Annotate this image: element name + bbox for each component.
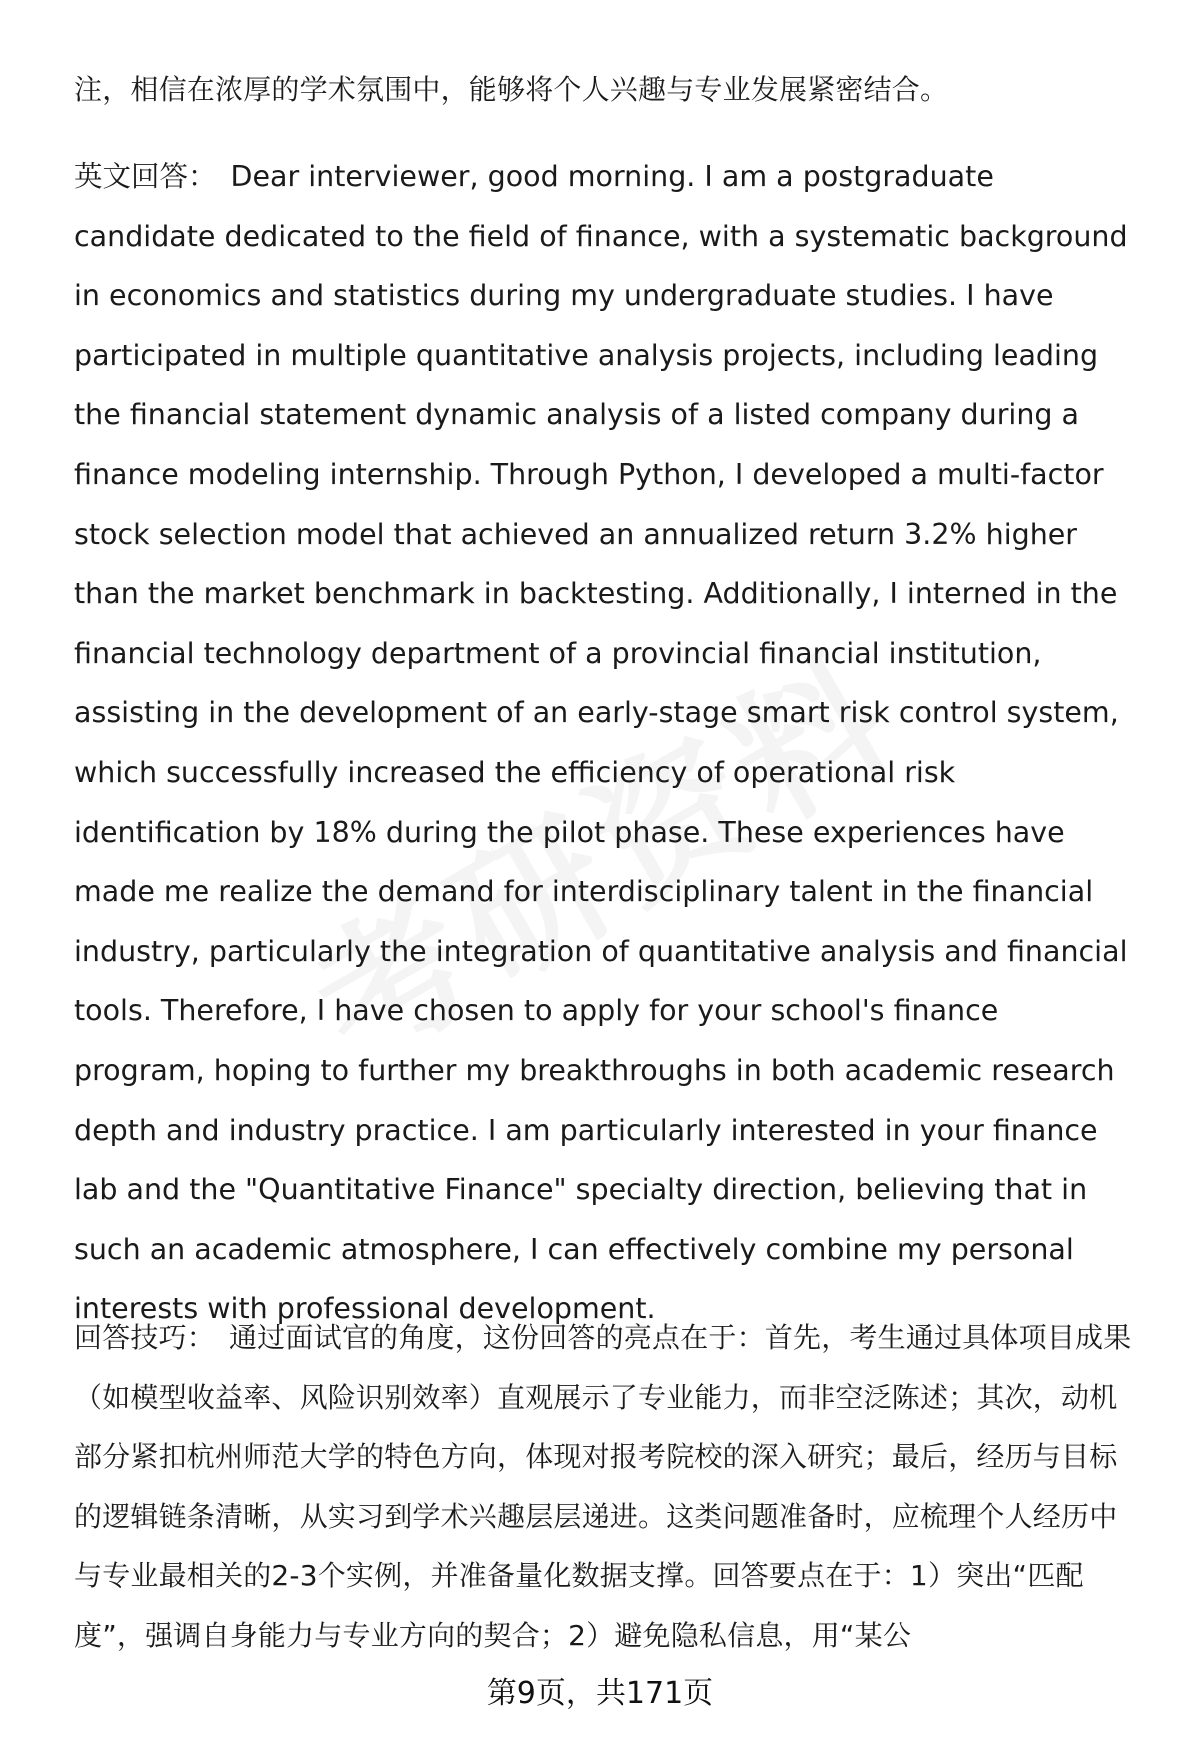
- english-answer-label: 英文回答：: [74, 160, 217, 193]
- paragraph-answer-tips: [74, 1308, 1134, 1665]
- answer-tips-text: 通过面试官的角度，这份回答的亮点在于：首先，考生通过具体项目成果（如模型收益率、风险识别效率）直观展示了专业能力，而非空泛陈述；其次，动机部分紧扣杭州师范大学的特色方向，体现对报考院校的深入研究；最后，经历与目标的逻辑链条清晰，从实习到学术兴趣层层递进。这类问题准备时，应梳理个人经历中与专业最相关的2-3个实例，并准备量化数据支撑。回答要点在于：1）突出“匹配度”，强调自身能力与专业方向的契合；2）避免隐私信息，用“某公: [74, 1321, 1132, 1652]
- page-number-footer: 第9页，共171页: [486, 1676, 714, 1711]
- paragraph-chinese-tail: [74, 60, 1134, 120]
- answer-tips-label: 回答技巧：: [74, 1321, 216, 1354]
- english-answer-text: Dear interviewer, good morning. I am a postgraduate candidate dedicated to the field of finance, with a systematic background in economics and statistics during my undergraduate studies. I have participated in multiple quantitative analysis projects, including leading the financial statement dynamic analysis of a listed company during a finance modeling internship. Through Python, I developed a multi-factor stock selection model that achieved an annualized return 3.2% higher than the market benchmark in backtesting. Additionally, I interned in the financial technology department of a provincial financial institution, assisting in the development of an early-stage smart risk control system, which successfully increased the efficiency of operational risk identification by 18% during the pilot phase. These experiences have made me realize the demand for interdisciplinary talent in the financial industry, particularly the integration of quantitative analysis and financial tools. Therefore, I have chosen to apply for your school's finance program, hoping to further my breakthroughs in both academic research depth and industry practice. I am particularly interested in your finance lab and the "Quantitative Finance" specialty direction, believing that in such an academic atmosphere, I can effectively combine my personal interests with professional development.: [74, 160, 1128, 1326]
- paragraph-english-answer: [74, 147, 1134, 1339]
- chinese-tail-text: 注，相信在浓厚的学术氛围中，能够将个人兴趣与专业发展紧密结合。: [74, 73, 949, 106]
